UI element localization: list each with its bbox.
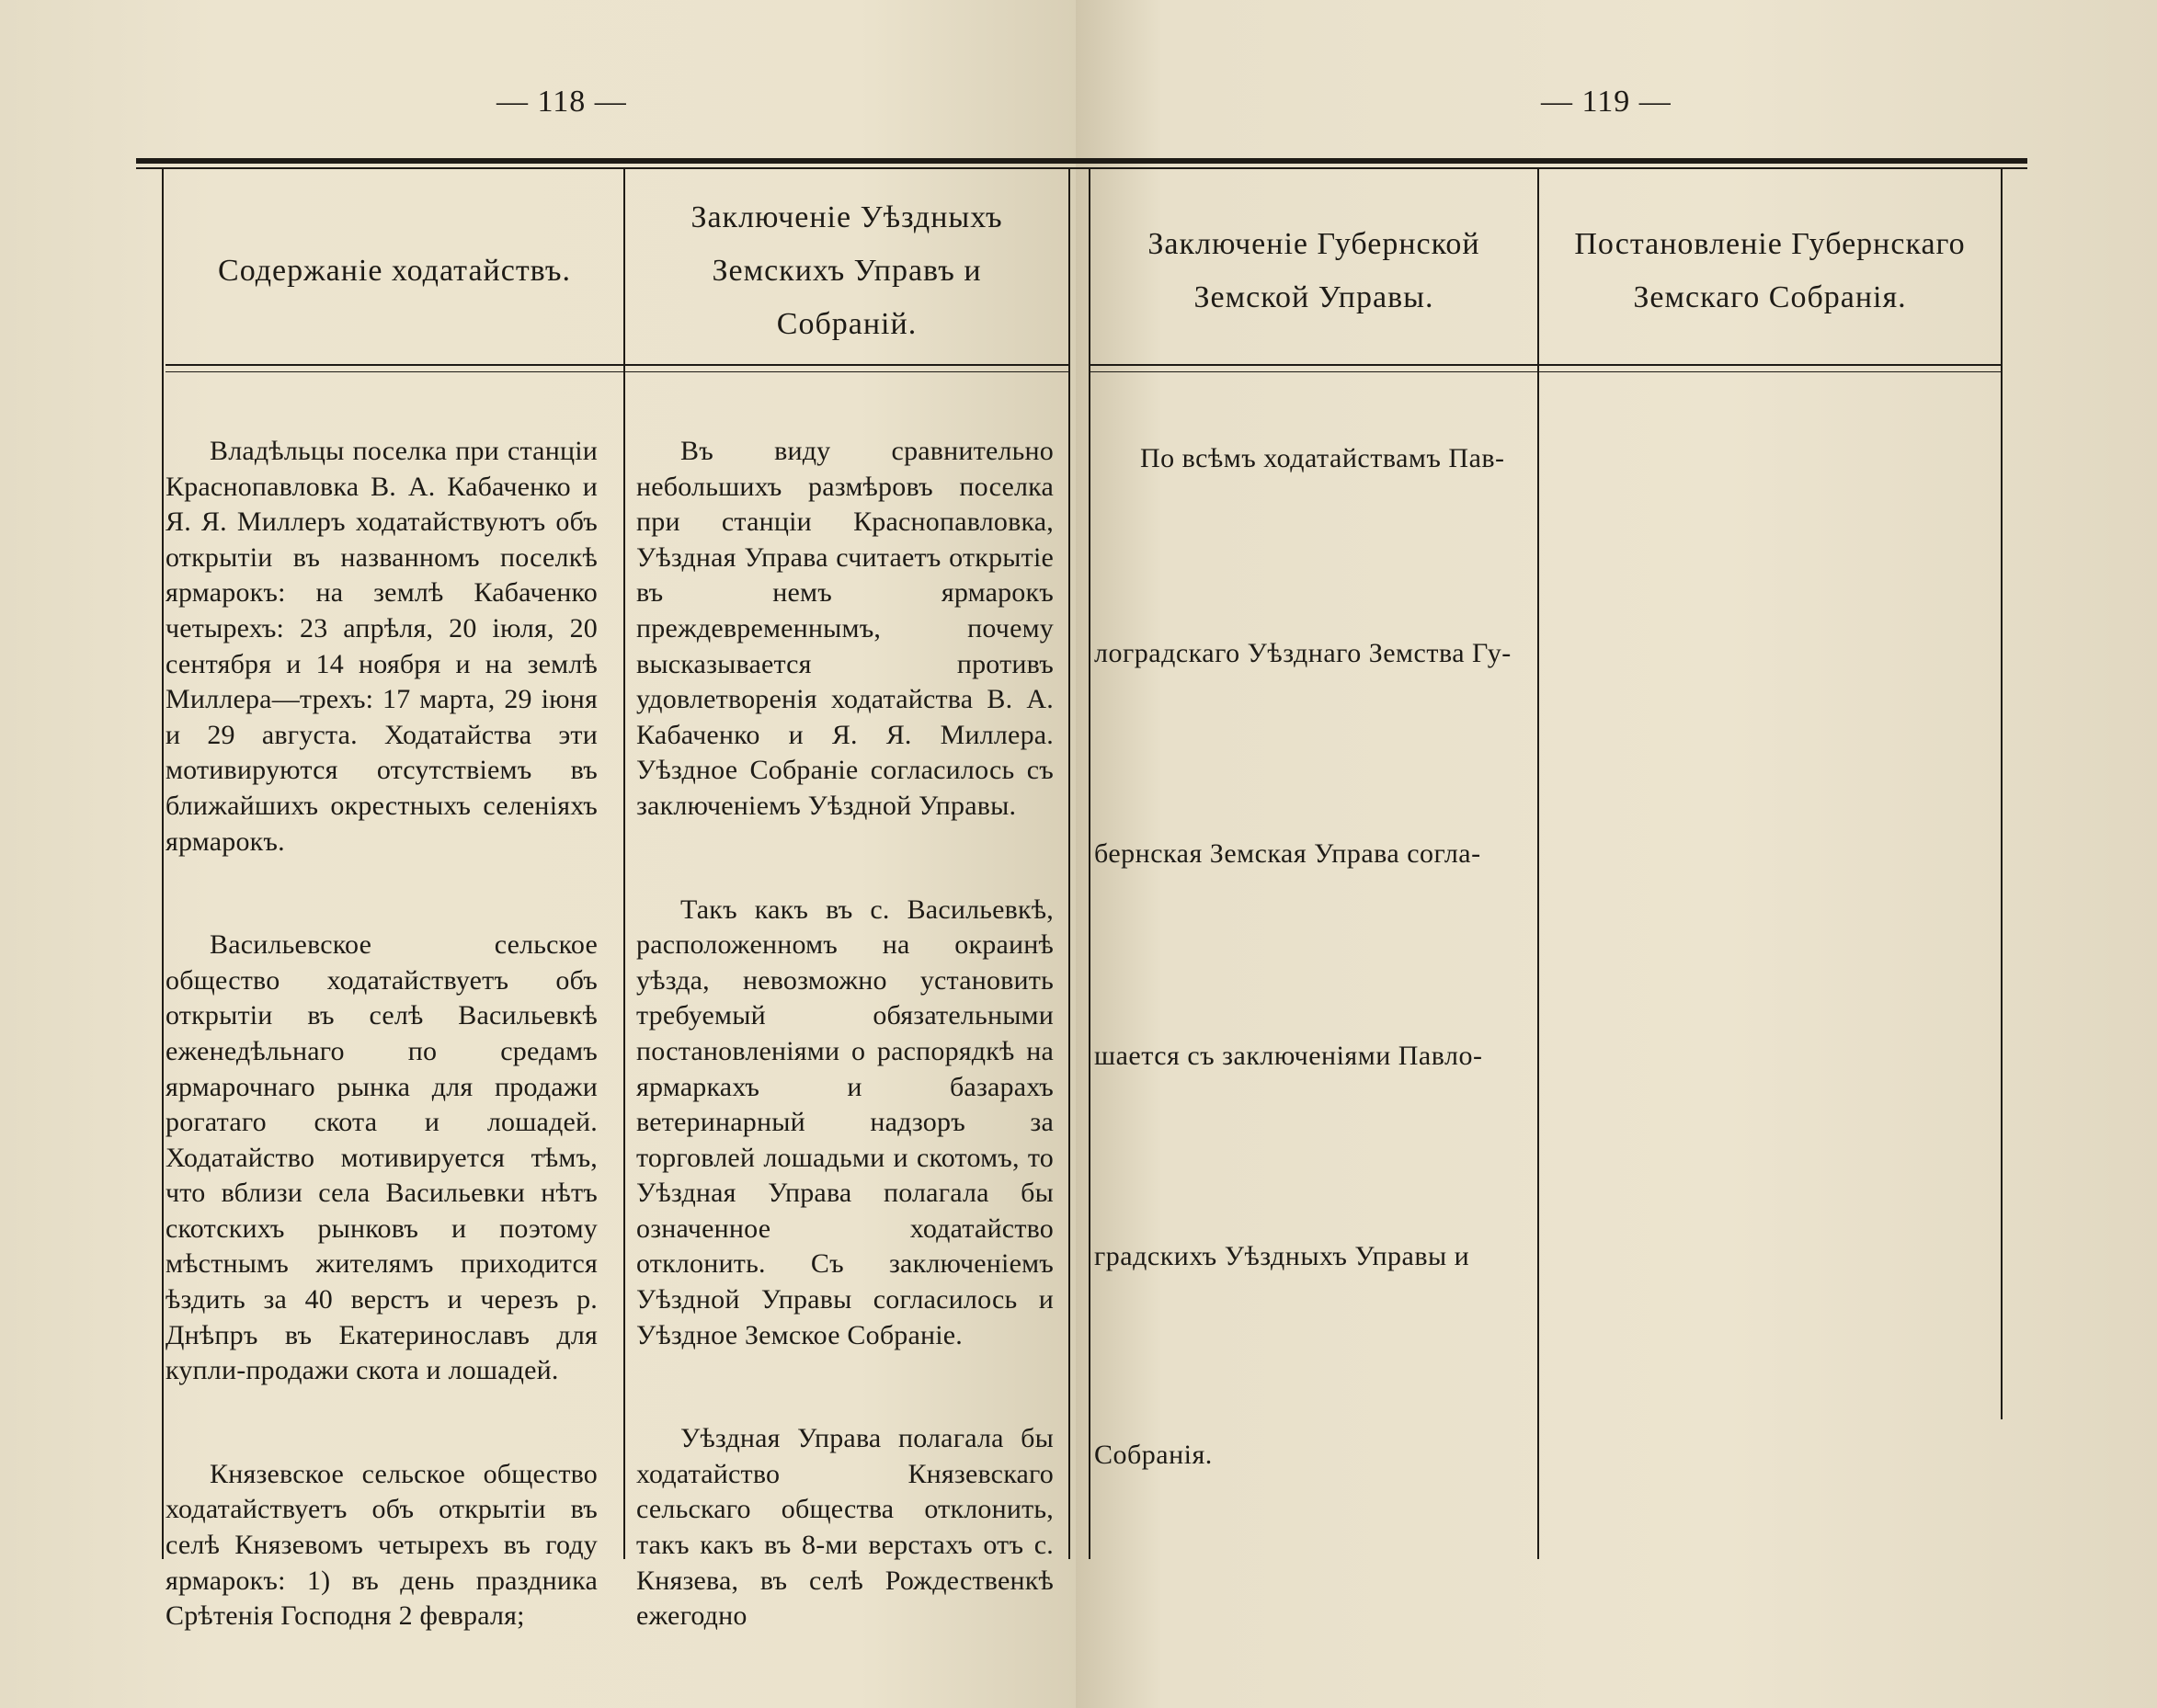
column-divider	[623, 169, 625, 1559]
petitions-column	[165, 434, 598, 1634]
table-top-rule	[136, 158, 1076, 164]
header-provincial-assembly-resolution: Постановленіе Губернскаго Земскаго Собранія.	[1574, 227, 1966, 314]
petition-paragraph: Васильевское сельское общество ходатайствуетъ объ открытіи въ селѣ Васильевкѣ еженедѣльнаго по средамъ ярмарочнаго рынка для продажи рогатаго скота и лошадей. Ходатайство мотивируется тѣмъ, что вблизи села Васильевки нѣтъ скотскихъ рынковъ и поэтому мѣстнымъ жителямъ приходится ѣздить за 40 верстъ и черезъ р. Днѣпръ въ Екатеринославъ для купли-продажи скота и лошадей.	[165, 929, 598, 1386]
petition-paragraph: Владѣльцы поселка при станціи Краснопавловка В. А. Кабаченко и Я. Я. Миллеръ ходатайствуютъ объ открытіи въ названномъ поселкѣ ярмарокъ: на землѣ Кабаченко четырехъ: 23 апрѣля, 20 іюля, 20 сентября и 14 ноября и на землѣ Миллера—трехъ: 17 марта, 29 іюня и 29 августа. Ходатайства эти мотивируются отсутствіемъ въ ближайшихъ окрестныхъ селеніяхъ ярмарокъ.	[165, 436, 598, 857]
header-bottom-rule	[165, 364, 1068, 366]
header-bottom-rule-thin	[1090, 371, 2001, 372]
provincial-conclusion-line: шается съ заключеніями Павло-	[1094, 1041, 1483, 1071]
table-right-border	[1068, 169, 1070, 1559]
provincial-conclusion-line: градскихъ Уѣздныхъ Управы и	[1094, 1241, 1470, 1271]
table-top-rule-thin	[136, 167, 1076, 169]
provincial-conclusion-line: По всѣмъ ходатайствамъ Пав-	[1140, 443, 1505, 473]
header-provincial-board-conclusion: Заключеніе Губернской Земской Управы.	[1147, 227, 1480, 314]
page-number-left: — 118 —	[496, 85, 627, 119]
table-left-border	[162, 169, 164, 1559]
column-divider	[1537, 169, 1539, 1559]
provincial-conclusion-line: бернская Земская Управа согла-	[1094, 838, 1481, 869]
table-left-border	[1089, 169, 1090, 1559]
page-number-right: — 119 —	[1541, 85, 1672, 119]
district-conclusions-column	[636, 434, 1054, 1634]
header-petitions-content: Содержаніе ходатайствъ.	[218, 254, 571, 288]
header-bottom-rule	[1090, 364, 2001, 366]
table-right-border	[2001, 169, 2003, 1419]
conclusion-paragraph: Въ виду сравнительно небольшихъ размѣровъ поселка при станціи Краснопавловка, Уѣздная Управа считаетъ открытіе въ немъ ярмарокъ преждевременнымъ, почему высказывается противъ удовлетворенія ходатайства В. А. Кабаченко и Я. Я. Миллера. Уѣздное Собраніе согласилось съ заключеніемъ Уѣздной Управы.	[636, 436, 1054, 821]
petition-paragraph: Князевское сельское общество ходатайствуетъ объ открытіи въ селѣ Князевомъ четырехъ въ году ярмарокъ: 1) въ день праздника Срѣтенія Господня 2 февраля;	[165, 1458, 598, 1632]
left-page	[0, 0, 1076, 1708]
header-bottom-rule-thin	[165, 371, 1068, 372]
right-page	[1076, 0, 2157, 1708]
header-district-conclusions: Заключеніе Уѣздныхъ Земскихъ Управъ и Собраній.	[690, 200, 1003, 341]
conclusion-paragraph: Уѣздная Управа полагала бы ходатайство Князевскаго сельскаго общества отклонить, такъ какъ въ 8-ми верстахъ отъ с. Князева, въ селѣ Рождественкѣ ежегодно	[636, 1423, 1054, 1632]
table-top-rule	[1076, 158, 2027, 164]
provincial-conclusion-line: Собранія.	[1094, 1440, 1213, 1470]
conclusion-paragraph: Такъ какъ въ с. Васильевкѣ, расположенномъ на окраинѣ уѣзда, невозможно установить требуемый обязательными постановленіями о распорядкѣ на ярмаркахъ и базарахъ ветеринарный надзоръ за торговлей лошадьми и скотомъ, то Уѣздная Управа полагала бы означенное ходатайство отклонить. Съ заключеніемъ Уѣздной Управы согласилось и Уѣздное Земское Собраніе.	[636, 894, 1054, 1350]
table-top-rule-thin	[1076, 167, 2027, 169]
provincial-conclusion-line: лоградскаго Уѣзднаго Земства Гу-	[1094, 638, 1512, 668]
